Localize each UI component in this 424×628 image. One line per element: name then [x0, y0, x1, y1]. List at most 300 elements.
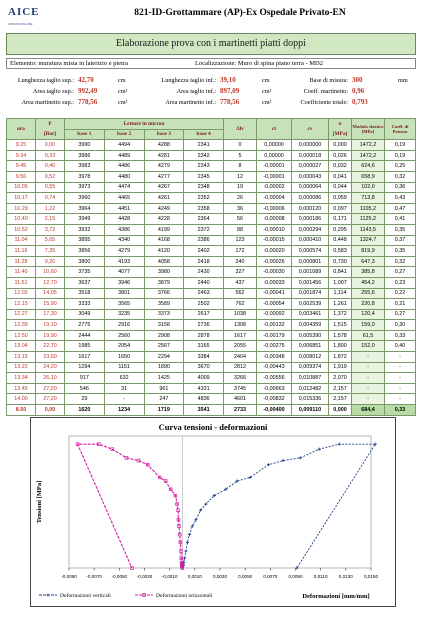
table-cell: 4249	[144, 203, 184, 214]
legend-label: Deformazioni verticali	[60, 593, 111, 599]
param-unit: cm²	[118, 99, 128, 106]
x-tick-label: -0,0010	[161, 574, 178, 579]
x-tick-label: 0,0050	[238, 574, 253, 579]
param-unit: cm	[118, 77, 126, 84]
data-point-vertical	[183, 557, 186, 560]
table-cell: 2352	[184, 193, 224, 204]
table-cell: -0,00041	[257, 288, 292, 299]
table-cell: 3165	[184, 341, 224, 352]
plot-frame	[69, 436, 371, 568]
table-cell: 2567	[144, 341, 184, 352]
table-cell: 0,001456	[292, 277, 329, 288]
table-cell: 12.39	[7, 320, 36, 331]
table-cell: 5,65	[36, 235, 65, 246]
table-cell: 546	[65, 383, 105, 394]
table-cell: -0,00275	[257, 341, 292, 352]
table-cell: 2386	[184, 235, 224, 246]
table-cell: 2736	[184, 320, 224, 331]
table-row	[7, 309, 416, 320]
table-cell: 1,578	[329, 330, 352, 341]
table-cell: 0,009374	[292, 362, 329, 373]
table-cell: 1038	[224, 309, 257, 320]
table-cell: 11.51	[7, 277, 36, 288]
table-cell: 2,157	[329, 383, 352, 394]
table-cell: 10,60	[36, 267, 65, 278]
data-point-vertical	[318, 448, 321, 451]
table-cell: -0,00026	[257, 256, 292, 267]
table-row	[7, 394, 416, 405]
table-cell: 3565	[104, 299, 144, 310]
table-cell: 3670	[184, 362, 224, 373]
table-cell: -0,00092	[257, 309, 292, 320]
table-cell: 0,032	[329, 161, 352, 172]
table-cell: 19	[224, 182, 257, 193]
table-cell: -0,00443	[257, 362, 292, 373]
table-cell: 2343	[184, 161, 224, 172]
table-cell: 3333	[65, 299, 105, 310]
table-cell: 0,000801	[292, 256, 329, 267]
table-cell: 0	[224, 140, 257, 151]
table-cell: -0,00001	[257, 171, 292, 182]
table-cell: 12.50	[7, 330, 36, 341]
table-cell: 9.56	[7, 171, 36, 182]
table-cell: -0,00001	[257, 161, 292, 172]
table-cell: 0,044	[329, 182, 352, 193]
param-value: 39,10	[220, 76, 236, 84]
table-row	[7, 267, 416, 278]
param-value: 778,56	[78, 98, 98, 106]
table-cell: 12,70	[36, 277, 65, 288]
table-cell: -0,00020	[257, 246, 292, 257]
table-cell: 56	[224, 214, 257, 225]
table-cell: -0,00179	[257, 330, 292, 341]
table-cell: 2054	[104, 341, 144, 352]
x-tick-label: 0,0010	[187, 574, 202, 579]
table-cell: 2372	[184, 224, 224, 235]
table-cell: -0,00132	[257, 320, 292, 331]
table-cell: 0,041	[329, 171, 352, 182]
table-cell: 0,19	[385, 140, 416, 151]
table-cell: 2,15	[36, 214, 65, 225]
table-cell: 61,5	[352, 330, 385, 341]
data-point-vertical	[267, 463, 270, 466]
table-cell: 713,8	[352, 193, 385, 204]
data-point-vertical	[186, 541, 189, 544]
table-cell: 0,32	[385, 256, 416, 267]
table-cell: 0,000018	[292, 150, 329, 161]
param-label: Base di misura:	[309, 77, 348, 84]
table-cell: 8.50	[7, 405, 36, 416]
col-base4: base 4	[184, 129, 224, 140]
table-cell: -0,00556	[257, 373, 292, 384]
data-point-vertical	[338, 443, 341, 446]
table-cell: 4277	[144, 171, 184, 182]
col-sigma: σ	[329, 119, 352, 130]
table-cell: 0,059	[329, 193, 352, 204]
table-cell: 152,0	[352, 341, 385, 352]
table-cell: 684,4	[352, 405, 385, 416]
table-cell: 385,8	[352, 267, 385, 278]
table-cell: 0,012482	[292, 383, 329, 394]
table-cell: 0,35	[385, 246, 416, 257]
table-cell: 2440	[184, 277, 224, 288]
table-cell: 1324,7	[352, 235, 385, 246]
table-cell: 1,872	[329, 352, 352, 363]
table-cell: 3986	[65, 150, 105, 161]
table-cell: 120,4	[352, 309, 385, 320]
table-cell: 1294	[65, 362, 105, 373]
table-cell: -0,00008	[257, 214, 292, 225]
table-row	[7, 150, 416, 161]
x-tick-label: -0,0090	[61, 574, 77, 579]
table-cell: 9.45	[7, 161, 36, 172]
table-cell: 1620	[65, 405, 105, 416]
table-cell: 0,000043	[292, 171, 329, 182]
table-cell: 0,001089	[292, 267, 329, 278]
table-cell: 2908	[144, 330, 184, 341]
logo-text: AICE	[8, 6, 40, 18]
table-cell: -	[352, 352, 385, 363]
table-cell: -	[385, 373, 416, 384]
table-cell: 2,070	[329, 373, 352, 384]
table-cell: 3973	[65, 182, 105, 193]
table-cell: 437	[224, 277, 257, 288]
x-tick-label: 0,0070	[263, 574, 278, 579]
table-cell: 3960	[65, 193, 105, 204]
table-row	[7, 214, 416, 225]
table-cell: 123	[224, 235, 257, 246]
table-cell: 3384	[184, 352, 224, 363]
table-cell: -0,00033	[257, 277, 292, 288]
x-tick-label: 0,0130	[338, 574, 353, 579]
table-cell: 0,097	[329, 203, 352, 214]
table-cell: 22,70	[36, 341, 65, 352]
table-cell: 0,171	[329, 214, 352, 225]
table-cell: 0,000000	[292, 140, 329, 151]
table-row	[7, 203, 416, 214]
table-cell: 3589	[144, 299, 184, 310]
table-cell: -0,00832	[257, 394, 292, 405]
table-cell: 3735	[65, 267, 105, 278]
table-cell: 0,002539	[292, 299, 329, 310]
table-cell: 12.15	[7, 299, 36, 310]
table-cell: 0,009110	[292, 405, 329, 416]
table-cell: 23,60	[36, 352, 65, 363]
table-cell: 0,448	[329, 235, 352, 246]
table-row	[7, 383, 416, 394]
table-cell: 1,114	[329, 288, 352, 299]
table-cell: 2617	[184, 309, 224, 320]
table-cell: 4193	[104, 256, 144, 267]
param-label: Area martinetto inf.:	[165, 99, 216, 106]
table-cell: -0,00004	[257, 193, 292, 204]
table-cell: 819,9	[352, 246, 385, 257]
table-cell: 0,23	[385, 277, 416, 288]
table-cell: 8	[224, 161, 257, 172]
table-cell: 247	[144, 394, 184, 405]
table-row	[7, 140, 416, 151]
data-point-vertical	[184, 549, 187, 552]
table-cell: 0,33	[36, 150, 65, 161]
table-cell: 29	[65, 394, 105, 405]
table-cell: 15,90	[36, 299, 65, 310]
table-cell: 14.00	[7, 394, 36, 405]
table-cell: 4058	[144, 256, 184, 267]
param-value: 0,793	[352, 98, 368, 106]
param-value: 778,56	[220, 98, 240, 106]
table-cell: 327	[224, 267, 257, 278]
table-cell: 0,36	[385, 182, 416, 193]
table-cell: 4077	[104, 267, 144, 278]
table-cell: 3637	[65, 277, 105, 288]
table-cell: -0,00010	[257, 224, 292, 235]
table-cell: 13.45	[7, 383, 36, 394]
table-cell: 0,000086	[292, 193, 329, 204]
x-tick-label: 0,0110	[313, 574, 328, 579]
table-cell: 1,919	[329, 362, 352, 373]
table-cell: 19,90	[36, 330, 65, 341]
table-cell: 0,000294	[292, 224, 329, 235]
table-row	[7, 288, 416, 299]
table-cell: 3980	[144, 267, 184, 278]
table-cell: 0,43	[385, 193, 416, 204]
table-cell: -	[352, 362, 385, 373]
table-cell: 3,72	[36, 224, 65, 235]
table-cell: 0,005390	[292, 330, 329, 341]
table-cell: -	[385, 362, 416, 373]
table-cell: 4465	[104, 193, 144, 204]
table-row	[7, 341, 416, 352]
col-ev: εv	[292, 119, 329, 140]
table-cell: 4428	[104, 214, 144, 225]
table-cell: 0,25	[385, 161, 416, 172]
table-cell: 0,55	[36, 182, 65, 193]
table-cell: -0,00006	[257, 203, 292, 214]
table-cell: 0,27	[385, 267, 416, 278]
table-cell: 4120	[144, 246, 184, 257]
table-cell: 36	[224, 203, 257, 214]
table-cell: 1719	[144, 405, 184, 416]
table-cell: 0,40	[36, 161, 65, 172]
x-tick-label: -0,0070	[86, 574, 102, 579]
table-cell: 10.40	[7, 214, 36, 225]
table-row	[7, 161, 416, 172]
table-cell: 2,157	[329, 394, 352, 405]
table-cell: 2775	[65, 320, 105, 331]
table-cell: 0,004359	[292, 320, 329, 331]
table-row	[7, 373, 416, 384]
document-title: 821-ID-Grottammare (AP)-Ex Ospedale Privato-EN	[134, 8, 346, 18]
location-label: Localizzazione: Muro di spina piano terra - MD2	[195, 60, 323, 67]
company-logo	[6, 4, 62, 28]
param-label: Coeff. martinetto:	[303, 88, 348, 95]
table-row	[7, 277, 416, 288]
table-cell: 1890	[144, 362, 184, 373]
table-cell: 11.28	[7, 256, 36, 267]
table-row	[7, 405, 416, 416]
table-cell: 1650	[104, 352, 144, 363]
table-cell: 172	[224, 246, 257, 257]
table-cell: 0,000027	[292, 161, 329, 172]
table-cell: 3879	[144, 277, 184, 288]
table-cell: 0,010887	[292, 373, 329, 384]
table-row	[7, 256, 416, 267]
chart-x-axis-label: Deformazioni [mm/mm]	[302, 593, 370, 600]
table-cell: 658,9	[352, 171, 385, 182]
table-cell: 14,05	[36, 288, 65, 299]
param-value: 0,96	[352, 87, 365, 95]
table-cell: -0,00400	[257, 405, 292, 416]
table-cell: 4494	[104, 140, 144, 151]
table-cell: 0,026	[329, 150, 352, 161]
table-cell: 2463	[184, 288, 224, 299]
table-cell: 2342	[184, 150, 224, 161]
table-cell: 26,10	[36, 373, 65, 384]
data-point-vertical	[281, 459, 284, 462]
table-cell: 4836	[184, 394, 224, 405]
table-cell: 0,008012	[292, 352, 329, 363]
table-cell: 3800	[65, 256, 105, 267]
table-cell: 647,3	[352, 256, 385, 267]
table-cell: 3983	[65, 161, 105, 172]
table-cell: 3745	[224, 383, 257, 394]
param-value: 992,49	[78, 87, 98, 95]
col-et: εt	[257, 119, 292, 140]
col-dlv: Δlv	[224, 119, 257, 140]
table-cell: 562	[224, 288, 257, 299]
table-cell: 2402	[184, 246, 224, 257]
table-cell: 4199	[144, 224, 184, 235]
table-cell: 27,20	[36, 394, 65, 405]
table-cell: 4480	[104, 171, 144, 182]
col-ora: ora	[7, 119, 36, 140]
col-p-unit: [Bar]	[36, 129, 65, 140]
table-cell: 961	[144, 383, 184, 394]
table-cell: 0,33	[385, 405, 416, 416]
table-cell: 0,000	[329, 140, 352, 151]
table-cell: 2345	[184, 171, 224, 182]
table-cell: 4386	[104, 224, 144, 235]
table-cell: 2364	[184, 214, 224, 225]
x-tick-label: 0,0030	[212, 574, 228, 579]
param-label: Coefficiente totale:	[300, 99, 348, 106]
table-cell: 17,30	[36, 309, 65, 320]
table-cell: 2358	[184, 203, 224, 214]
table-cell: 3158	[144, 320, 184, 331]
table-cell: 12.27	[7, 309, 36, 320]
table-cell: 255,6	[352, 288, 385, 299]
table-cell: 1472,2	[352, 140, 385, 151]
param-value: 897,09	[220, 87, 240, 95]
table-cell: 1617	[224, 330, 257, 341]
table-cell: 2878	[184, 330, 224, 341]
table-cell: -	[352, 383, 385, 394]
param-unit: cm²	[262, 88, 272, 95]
chart-legend	[39, 592, 213, 599]
param-value: 300	[352, 76, 363, 84]
table-row	[7, 362, 416, 373]
table-cell: 1,261	[329, 299, 352, 310]
table-cell: 3964	[65, 203, 105, 214]
table-cell: 26	[224, 193, 257, 204]
table-row	[7, 320, 416, 331]
table-cell: 0,30	[385, 320, 416, 331]
param-unit: cm²	[262, 99, 272, 106]
table-cell: 0,37	[385, 235, 416, 246]
table-cell: 1617	[65, 352, 105, 363]
table-cell: 4009	[184, 373, 224, 384]
table-cell: 3518	[65, 288, 105, 299]
table-cell: 2560	[104, 330, 144, 341]
table-cell: 0,006851	[292, 341, 329, 352]
table-cell: 4474	[104, 182, 144, 193]
table-cell: 2812	[224, 362, 257, 373]
x-tick-label: 0,0090	[288, 574, 303, 579]
table-cell: -	[352, 394, 385, 405]
table-row	[7, 193, 416, 204]
table-cell: 9,20	[36, 256, 65, 267]
table-cell: 2444	[65, 330, 105, 341]
table-cell: 2502	[184, 299, 224, 310]
table-cell: 0,19	[385, 150, 416, 161]
table-cell: 12	[224, 171, 257, 182]
table-cell: 3895	[65, 235, 105, 246]
col-base1: base 1	[65, 129, 105, 140]
table-cell: 4451	[104, 203, 144, 214]
table-cell: 0,47	[385, 203, 416, 214]
table-cell: -0,00015	[257, 235, 292, 246]
logo-subtext: CONSULTING SRL	[8, 22, 34, 26]
table-cell: 1308	[224, 320, 257, 331]
table-cell: 10.52	[7, 224, 36, 235]
table-cell: 9.34	[7, 150, 36, 161]
table-cell: 0,74	[36, 193, 65, 204]
table-cell: 13.22	[7, 362, 36, 373]
table-cell: 0,35	[385, 224, 416, 235]
x-tick-label: -0,0050	[111, 574, 128, 579]
param-unit: mm	[398, 77, 408, 84]
table-cell: 13.04	[7, 341, 36, 352]
data-point-vertical	[299, 456, 302, 459]
table-cell: -0,00348	[257, 352, 292, 363]
table-cell: 1234	[104, 405, 144, 416]
chart-y-axis-label: Tensioni [MPa]	[36, 480, 43, 524]
table-cell: 0,295	[329, 224, 352, 235]
table-cell: 10.17	[7, 193, 36, 204]
table-cell: 0,000186	[292, 214, 329, 225]
chart-title: Curva tensioni - deformazioni	[158, 422, 268, 432]
table-cell: 0,000120	[292, 203, 329, 214]
table-cell: 1985	[65, 341, 105, 352]
table-cell: 10.05	[7, 182, 36, 193]
param-unit: cm	[262, 77, 270, 84]
table-cell: 3049	[65, 309, 105, 320]
table-cell: 3946	[104, 277, 144, 288]
table-cell: 4601	[224, 394, 257, 405]
param-label: Area taglio inf.:	[176, 88, 216, 95]
table-cell: 1472,2	[352, 150, 385, 161]
element-info-row	[6, 58, 416, 69]
table-cell: 3932	[65, 224, 105, 235]
table-cell: 0,52	[36, 171, 65, 182]
col-poisson: Coeff. di Poisson	[385, 119, 416, 140]
table-cell: 3766	[144, 288, 184, 299]
table-cell: 2341	[184, 140, 224, 151]
col-letture: Letture in micron	[65, 119, 224, 130]
table-cell: 0,000	[329, 405, 352, 416]
table-cell: 24,20	[36, 362, 65, 373]
table-cell: 1425	[144, 373, 184, 384]
